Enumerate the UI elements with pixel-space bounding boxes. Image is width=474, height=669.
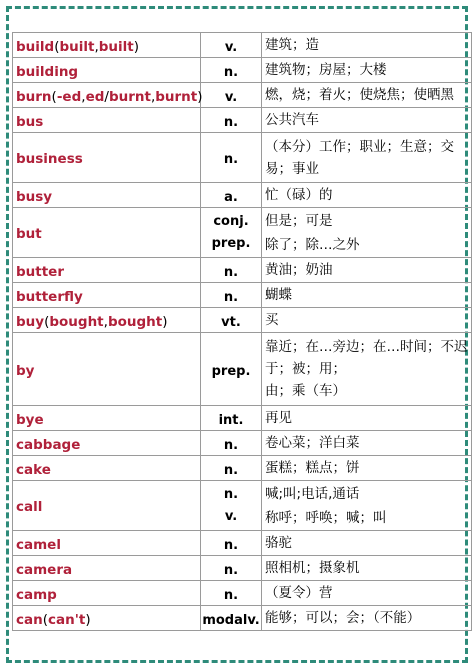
meaning-cell	[262, 208, 472, 258]
headword-cell	[13, 431, 201, 456]
part-of-speech-cell	[201, 556, 262, 581]
part-of-speech-cell	[201, 33, 262, 58]
part-of-speech: a.	[224, 189, 238, 205]
part-of-speech-cell	[201, 283, 262, 308]
meaning-cell	[262, 308, 472, 333]
meaning-text: 称呼；呼唤；喊；叫	[265, 509, 387, 526]
part-of-speech: prep.	[211, 235, 251, 251]
headword-cell	[13, 33, 201, 58]
table-row	[13, 431, 472, 456]
table-row	[13, 58, 472, 83]
headword-cell	[13, 333, 201, 406]
headword-punctuation: )	[162, 313, 168, 330]
part-of-speech: n.	[223, 289, 239, 305]
part-of-speech-cell	[201, 208, 262, 258]
meaning-cell	[262, 33, 472, 58]
headword-text: bought	[107, 313, 163, 330]
meaning-text: 骆驼	[265, 535, 292, 551]
table-row	[13, 406, 472, 431]
headword-punctuation: ,	[103, 313, 108, 330]
headword-text: camp	[16, 586, 57, 603]
meaning-text: 蝴蝶	[265, 287, 292, 303]
meaning-cell	[262, 456, 472, 481]
meaning-cell	[262, 531, 472, 556]
meaning-text: 建筑物；房屋；大楼	[265, 62, 387, 78]
part-of-speech-cell	[201, 133, 262, 183]
meaning-cell	[262, 581, 472, 606]
headword-cell	[13, 308, 201, 333]
headword-text: call	[16, 499, 43, 515]
meaning-text: 忙（碌）的	[265, 187, 333, 203]
table-row	[13, 183, 472, 208]
meaning-text: 燃，烧；着火；使烧焦；使晒黑	[265, 87, 454, 103]
table-row	[13, 456, 472, 481]
table-row	[13, 581, 472, 606]
part-of-speech-cell	[201, 58, 262, 83]
part-of-speech: n.	[223, 486, 239, 502]
headword-cell	[13, 83, 201, 108]
meaning-text: 照相机；摄象机	[265, 560, 360, 576]
part-of-speech-cell	[201, 183, 262, 208]
headword-text: cabbage	[16, 436, 81, 453]
headword-cell	[13, 283, 201, 308]
part-of-speech-cell	[201, 83, 262, 108]
meaning-cell	[262, 481, 472, 531]
headword-text: building	[16, 63, 79, 80]
table-row	[13, 258, 472, 283]
headword-cell	[13, 606, 201, 631]
part-of-speech: v.	[224, 508, 238, 524]
headword-cell	[13, 581, 201, 606]
headword-text: by	[16, 362, 35, 379]
headword-text: buy	[16, 313, 45, 330]
meaning-cell	[262, 556, 472, 581]
meaning-text: 靠近；在…旁边；在…时间；不迟于；被；用；	[265, 339, 468, 377]
headword-punctuation: )	[85, 611, 91, 628]
headword-text: butterfly	[16, 288, 83, 305]
meaning-text: 卷心菜；洋白菜	[265, 435, 360, 451]
table-row	[13, 556, 472, 581]
part-of-speech: n.	[223, 114, 239, 130]
meaning-text: 喊;叫;电话,通话	[265, 485, 360, 502]
table-row	[13, 83, 472, 108]
meaning-text: 买	[265, 312, 279, 328]
meaning-cell	[262, 108, 472, 133]
meaning-cell	[262, 183, 472, 208]
meaning-cell	[262, 606, 472, 631]
headword-text: cake	[16, 461, 51, 478]
headword-cell	[13, 208, 201, 258]
headword-text: burnt	[155, 88, 198, 105]
table-row	[13, 108, 472, 133]
part-of-speech-cell	[201, 481, 262, 531]
headword-punctuation: )	[133, 38, 140, 55]
meaning-text: 公共汽车	[265, 112, 319, 128]
part-of-speech: n.	[223, 152, 239, 167]
part-of-speech: n.	[223, 264, 239, 280]
headword-cell	[13, 481, 201, 531]
part-of-speech: int.	[218, 412, 244, 428]
table-row	[13, 308, 472, 333]
headword-punctuation: ,	[81, 88, 86, 105]
headword-punctuation: )	[197, 88, 203, 105]
headword-punctuation: ,	[94, 38, 99, 55]
meaning-text: 能够；可以；会；（不能）	[265, 610, 421, 626]
meaning-cell	[262, 283, 472, 308]
headword-text: build	[16, 38, 55, 55]
meaning-text: （本分）工作；职业；生意；交易；事业	[265, 138, 454, 177]
meaning-text: 但是；可是	[265, 212, 333, 229]
table-row	[13, 133, 472, 183]
table-row	[13, 481, 472, 531]
headword-text: but	[16, 226, 42, 242]
meaning-text: 建筑；造	[265, 37, 319, 53]
headword-text: can	[16, 611, 43, 628]
meaning-text: 由；乘（车）	[265, 383, 346, 399]
headword-text: bye	[16, 411, 44, 428]
headword-cell	[13, 556, 201, 581]
headword-text: burn	[16, 88, 52, 105]
part-of-speech: n.	[223, 437, 239, 453]
headword-cell	[13, 406, 201, 431]
headword-text: bought	[49, 313, 104, 330]
meaning-text: 除了；除…之外	[265, 236, 360, 253]
part-of-speech-cell	[201, 308, 262, 333]
headword-text: butter	[16, 263, 64, 280]
headword-cell	[13, 58, 201, 83]
meaning-cell	[262, 133, 472, 183]
part-of-speech: v.	[224, 39, 238, 55]
part-of-speech-cell	[201, 108, 262, 133]
headword-text: can't	[48, 611, 86, 628]
headword-text: bus	[16, 113, 44, 130]
headword-cell	[13, 133, 201, 183]
headword-text: built	[59, 38, 95, 55]
headword-punctuation: ,	[150, 88, 156, 105]
meaning-cell	[262, 258, 472, 283]
meaning-cell	[262, 333, 472, 406]
table-row	[13, 606, 472, 631]
part-of-speech-cell	[201, 581, 262, 606]
headword-punctuation: /	[104, 88, 109, 105]
headword-text: burnt	[108, 88, 151, 105]
headword-punctuation: (	[44, 313, 50, 330]
meaning-cell	[262, 58, 472, 83]
table-row	[13, 283, 472, 308]
part-of-speech: conj.	[213, 213, 249, 229]
meaning-text: 蛋糕；糕点；饼	[265, 460, 360, 476]
part-of-speech: vt.	[221, 314, 241, 330]
part-of-speech: n.	[223, 587, 239, 603]
meaning-text: 再见	[265, 410, 292, 426]
meaning-text: （夏令）营	[265, 585, 333, 601]
headword-text: busy	[16, 188, 53, 205]
headword-punctuation: (	[51, 88, 57, 105]
headword-cell	[13, 183, 201, 208]
part-of-speech-cell	[201, 258, 262, 283]
part-of-speech-cell	[201, 456, 262, 481]
headword-punctuation: (	[54, 38, 60, 55]
table-row	[13, 33, 472, 58]
vocabulary-table	[12, 32, 472, 631]
headword-text: built	[98, 38, 134, 55]
part-of-speech-cell	[201, 431, 262, 456]
part-of-speech: n.	[223, 562, 239, 578]
headword-text: camera	[16, 561, 73, 578]
table-row	[13, 208, 472, 258]
part-of-speech: modalv.	[202, 612, 260, 628]
headword-punctuation: (	[42, 611, 49, 628]
table-row	[13, 333, 472, 406]
part-of-speech-cell	[201, 531, 262, 556]
part-of-speech-cell	[201, 406, 262, 431]
part-of-speech: n.	[223, 64, 239, 80]
headword-text: ed	[85, 88, 105, 105]
part-of-speech: n.	[223, 462, 239, 478]
meaning-cell	[262, 83, 472, 108]
meaning-cell	[262, 431, 472, 456]
headword-text: -ed	[56, 88, 82, 105]
table-row	[13, 531, 472, 556]
headword-cell	[13, 531, 201, 556]
part-of-speech-cell	[201, 606, 262, 631]
part-of-speech: n.	[223, 537, 239, 553]
part-of-speech: v.	[224, 89, 238, 105]
headword-text: business	[16, 151, 83, 167]
headword-cell	[13, 258, 201, 283]
meaning-text: 黄油；奶油	[265, 262, 333, 278]
headword-cell	[13, 456, 201, 481]
headword-text: camel	[16, 536, 61, 553]
part-of-speech-cell	[201, 333, 262, 406]
part-of-speech: prep.	[211, 363, 251, 379]
headword-cell	[13, 108, 201, 133]
meaning-cell	[262, 406, 472, 431]
